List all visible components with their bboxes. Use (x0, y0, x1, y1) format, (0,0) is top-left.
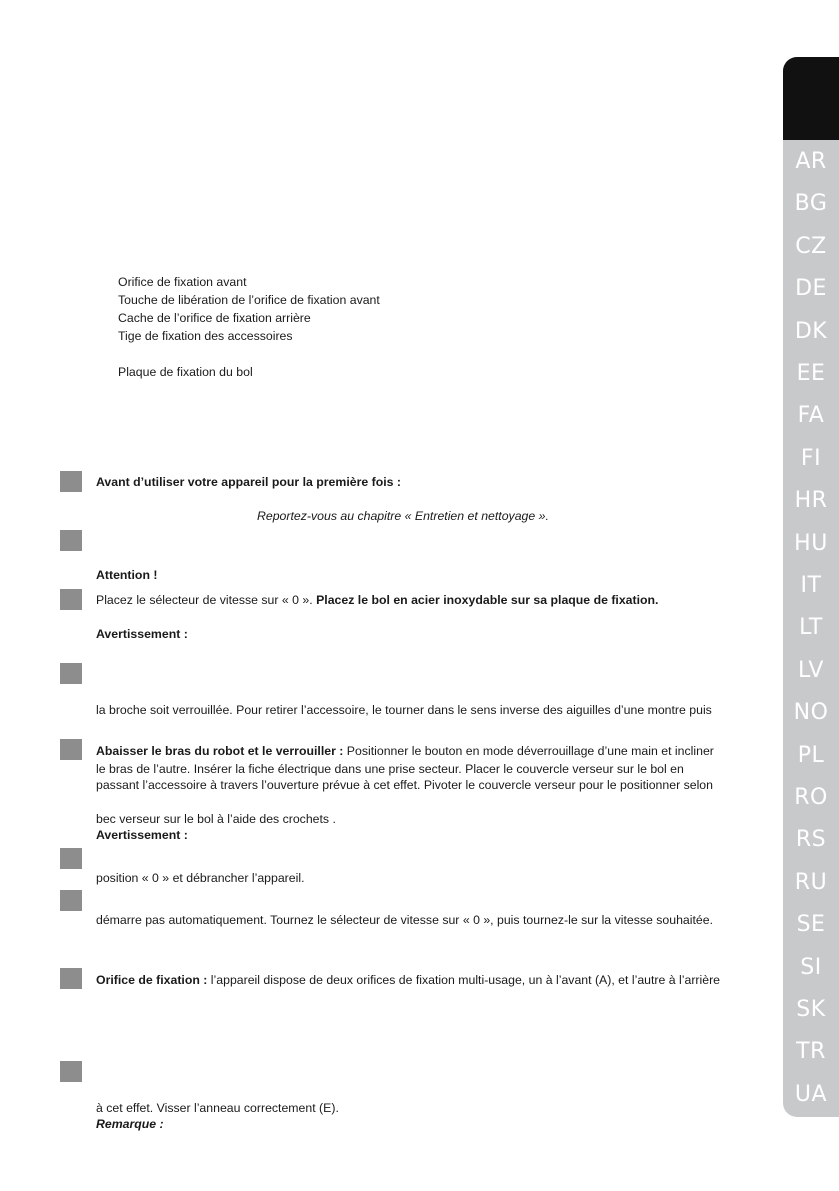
attention-instruction: Placez le sélecteur de vitesse sur « 0 ». (96, 593, 317, 607)
part-label: Cache de l’orifice de fixation arrière (118, 311, 311, 325)
language-tab-lv[interactable]: LV (798, 657, 824, 683)
language-tab-ee[interactable]: EE (796, 361, 826, 386)
step-marker (60, 589, 82, 610)
language-tab-de[interactable]: DE (795, 276, 827, 302)
language-tab-lt[interactable]: LT (799, 615, 823, 641)
step-marker (60, 968, 82, 989)
language-tab-pl[interactable]: PL (797, 742, 825, 768)
lower-arm-paragraph-start (96, 743, 714, 759)
part-label: Tige de fixation des accessoires (118, 329, 293, 343)
attention-heading: Attention ! (96, 568, 158, 582)
first-use-heading: Avant d’utiliser votre appareil pour la première fois : (96, 475, 401, 489)
note-heading: Remarque : (96, 1117, 164, 1131)
warning-heading: Avertissement : (96, 627, 188, 641)
language-tab-se[interactable]: SE (796, 912, 826, 938)
language-tab-fi[interactable]: FI (800, 445, 822, 471)
language-tab-fa[interactable]: FA (797, 403, 825, 429)
language-tab-hr[interactable]: HR (794, 488, 828, 514)
fixation-heading: Orifice de fixation : (96, 973, 211, 987)
lower-arm-text: Positionner le bouton en mode déverrouillage d’une main et incliner (346, 744, 714, 758)
lower-arm-text: passant l’accessoire à travers l’ouverture prévue à cet effet. Pivoter le couvercle verseur pour le positionner selon (96, 778, 713, 792)
language-tab-no[interactable]: NO (793, 700, 829, 726)
warning-heading: Avertissement : (96, 828, 188, 842)
language-tab-ru[interactable]: RU (794, 869, 828, 895)
lower-arm-text: le bras de l’autre. Insérer la fiche électrique dans une prise secteur. Placer le couvercle verseur sur le bol en (96, 762, 684, 776)
language-tab-it[interactable]: IT (800, 573, 822, 598)
part-label: Orifice de fixation avant (118, 275, 247, 289)
language-tab-ro[interactable]: RO (794, 785, 828, 810)
first-use-reference: Reportez-vous au chapitre « Entretien et nettoyage ». (257, 509, 549, 523)
step-marker (60, 890, 82, 911)
language-tab-cz[interactable]: CZ (795, 233, 827, 259)
step-marker (60, 663, 82, 684)
language-tab-sk[interactable]: SK (796, 997, 826, 1022)
part-label: Plaque de fixation du bol (118, 365, 253, 379)
attention-instruction-bold: Placez le bol en acier inoxydable sur sa plaque de fixation. (316, 593, 659, 607)
step-marker (60, 530, 82, 551)
fixation-text: l’appareil dispose de deux orifices de fixation multi-usage, un à l’avant (A), et l’autre à l’arrière (210, 973, 721, 987)
attention-text (96, 592, 658, 608)
language-tab-rs[interactable]: RS (795, 827, 827, 853)
active-language-tab[interactable] (783, 57, 839, 140)
restart-text: démarre pas automatiquement. Tournez le sélecteur de vitesse sur « 0 », puis tournez-le sur la vitesse souhaitée. (96, 913, 713, 927)
language-tab-ar[interactable]: AR (795, 149, 827, 174)
language-tab-tr[interactable]: TR (796, 1039, 826, 1065)
fixation-paragraph (96, 972, 720, 988)
language-tab-bg[interactable]: BG (794, 191, 828, 217)
accessory-text: la broche soit verrouillée. Pour retirer l’accessoire, le tourner dans le sens inverse des aiguilles d’une montre puis (96, 703, 712, 717)
part-label: Touche de libération de l’orifice de fixation avant (118, 293, 380, 307)
step-marker (60, 848, 82, 869)
lower-arm-heading: Abaisser le bras du robot et le verrouiller : (96, 744, 347, 758)
step-marker (60, 1061, 82, 1082)
step-marker (60, 739, 82, 760)
language-tab-hu[interactable]: HU (794, 530, 828, 556)
language-tab-bar (783, 57, 839, 1117)
lower-arm-text: bec verseur sur le bol à l’aide des crochets . (96, 812, 336, 826)
position-text: position « 0 » et débrancher l’appareil. (96, 871, 305, 885)
ring-text: à cet effet. Visser l’anneau correctement (E). (96, 1101, 339, 1115)
step-marker (60, 471, 82, 492)
language-tab-ua[interactable]: UA (794, 1081, 828, 1107)
language-tab-si[interactable]: SI (800, 954, 822, 980)
language-tab-dk[interactable]: DK (794, 318, 828, 344)
